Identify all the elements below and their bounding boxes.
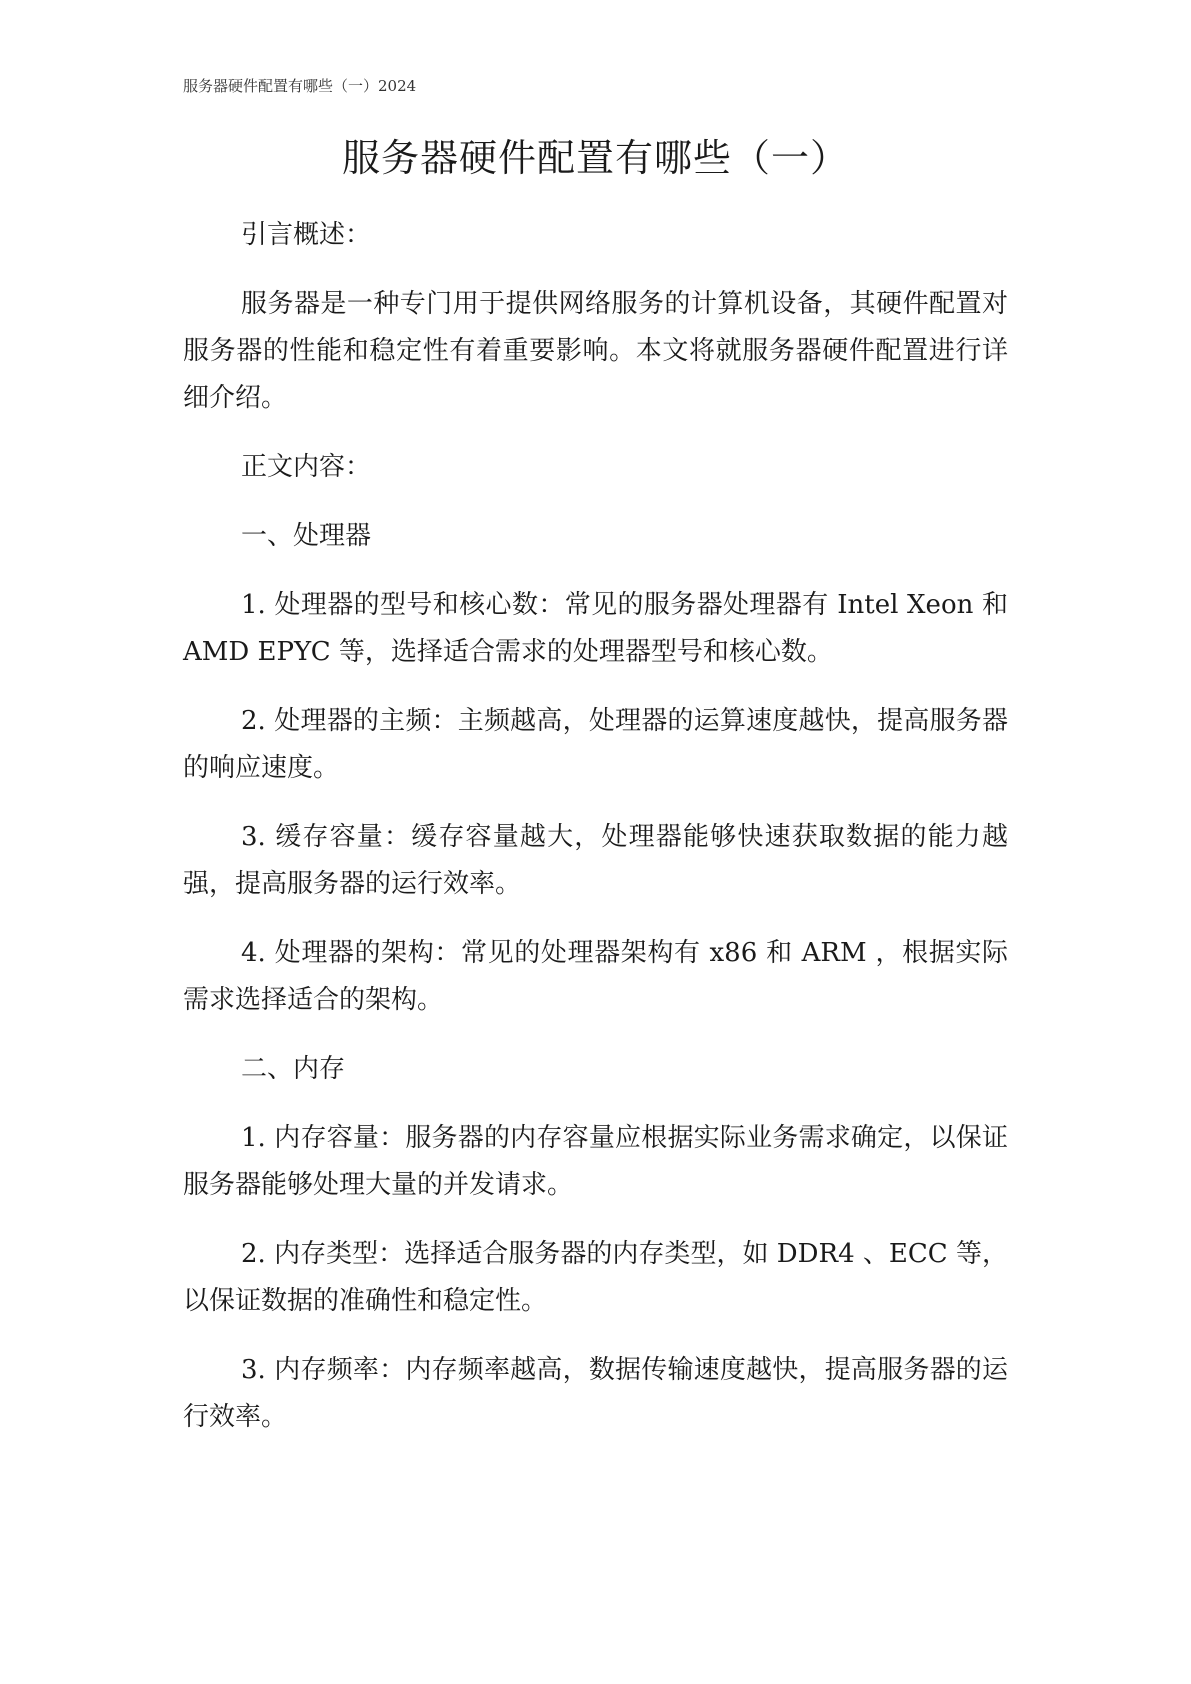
running-header: 服务器硬件配置有哪些（一）2024 [183,77,417,95]
memory-item-3: 3. 内存频率：内存频率越高，数据传输速度越快，提高服务器的运行效率。 [183,1355,1008,1432]
section-heading-processor: 一、处理器 [241,521,372,551]
document-body [183,212,1008,1463]
processor-item-4: 4. 处理器的架构：常见的处理器架构有 x86 和 ARM ，根据实际需求选择适合的架构。 [183,938,1008,1015]
intro-heading: 引言概述： [241,220,372,250]
document-title: 服务器硬件配置有哪些（一） [341,136,849,180]
memory-item-1: 1. 内存容量：服务器的内存容量应根据实际业务需求确定，以保证服务器能够处理大量的并发请求。 [183,1123,1008,1200]
memory-item-2: 2. 内存类型：选择适合服务器的内存类型，如 DDR4 、ECC 等，以保证数据的准确性和稳定性。 [183,1239,1008,1316]
processor-item-1: 1. 处理器的型号和核心数：常见的服务器处理器有 Intel Xeon 和 AMD EPYC 等，选择适合需求的处理器型号和核心数。 [183,590,1008,667]
main-content-heading: 正文内容： [241,452,372,482]
section-heading-memory: 二、内存 [241,1054,346,1084]
processor-item-3: 3. 缓存容量：缓存容量越大，处理器能够快速获取数据的能力越强，提高服务器的运行效率。 [183,822,1008,899]
processor-item-2: 2. 处理器的主频：主频越高，处理器的运算速度越快，提高服务器的响应速度。 [183,706,1008,783]
intro-paragraph: 服务器是一种专门用于提供网络服务的计算机设备，其硬件配置对服务器的性能和稳定性有着重要影响。本文将就服务器硬件配置进行详细介绍。 [183,289,1008,413]
